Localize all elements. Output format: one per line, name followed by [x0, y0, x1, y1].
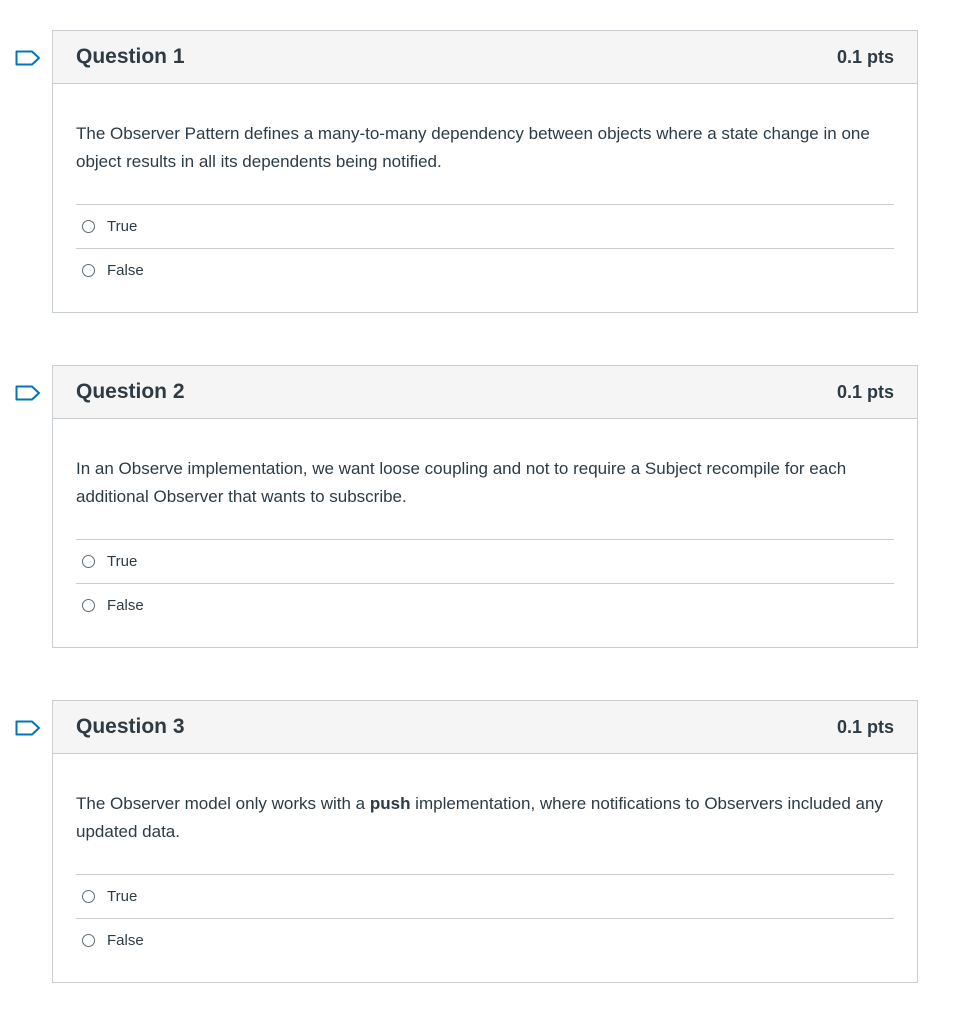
question-text-part: The Observer Pattern defines a many-to-many dependency between objects where a state change in one object results in all its dependents being notified.	[76, 124, 870, 171]
answer-label: False	[107, 932, 144, 949]
question-body	[53, 419, 917, 627]
answer-label: True	[107, 218, 138, 235]
answer-label: True	[107, 553, 138, 570]
flag-icon[interactable]	[15, 385, 41, 401]
question-points: 0.1 pts	[836, 381, 894, 402]
question-text-bold: push	[369, 794, 411, 813]
question-card	[52, 365, 918, 648]
question-body	[53, 754, 917, 962]
answer-list	[76, 204, 894, 292]
radio-unselected-icon[interactable]	[82, 220, 95, 233]
question-text	[76, 120, 894, 176]
question-card	[52, 700, 918, 983]
question-text-part: The Observer model only works with a	[76, 794, 370, 813]
answer-option-true[interactable]	[76, 540, 894, 584]
question-header	[53, 701, 917, 754]
question-points: 0.1 pts	[836, 716, 894, 737]
radio-unselected-icon[interactable]	[82, 934, 95, 947]
answer-option-false[interactable]	[76, 919, 894, 962]
flag-icon[interactable]	[15, 720, 41, 736]
answer-option-false[interactable]	[76, 584, 894, 627]
radio-unselected-icon[interactable]	[82, 599, 95, 612]
radio-unselected-icon[interactable]	[82, 264, 95, 277]
answer-list	[76, 874, 894, 962]
answer-label: False	[107, 597, 144, 614]
answer-option-false[interactable]	[76, 249, 894, 292]
question-body	[53, 84, 917, 292]
answer-label: True	[107, 888, 138, 905]
question-header	[53, 366, 917, 419]
question-text	[76, 455, 894, 511]
question-title: Question 2	[76, 380, 185, 403]
question-points: 0.1 pts	[836, 46, 894, 67]
radio-unselected-icon[interactable]	[82, 890, 95, 903]
question-title: Question 1	[76, 45, 185, 68]
question-text-part: implementation, where notifications to Observers included any updated data.	[76, 794, 883, 841]
question-text	[76, 790, 894, 846]
answer-option-true[interactable]	[76, 875, 894, 919]
flag-icon[interactable]	[15, 50, 41, 66]
answer-label: False	[107, 262, 144, 279]
question-header	[53, 31, 917, 84]
answer-option-true[interactable]	[76, 205, 894, 249]
question-title: Question 3	[76, 715, 185, 738]
radio-unselected-icon[interactable]	[82, 555, 95, 568]
question-text-part: In an Observe implementation, we want loose coupling and not to require a Subject recompile for each additional Observer that wants to subscribe.	[76, 459, 847, 506]
answer-list	[76, 539, 894, 627]
question-card	[52, 30, 918, 313]
